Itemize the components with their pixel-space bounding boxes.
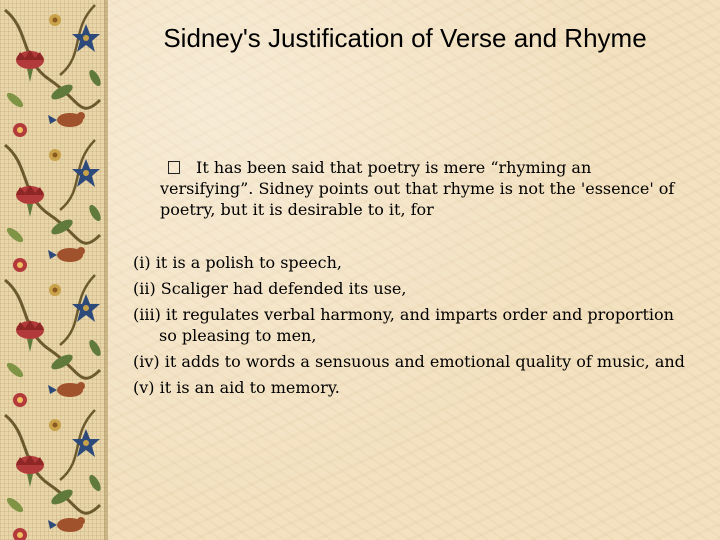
square-bullet-icon [168, 161, 180, 174]
list-item: (v) it is an aid to memory. [133, 378, 340, 397]
intro-text: It has been said that poetry is mere “rhyming an versifying”. Sidney points out that rhyme is not the 'essence' of poetry, but it is desirable to it, for [160, 158, 675, 219]
reasons-list [133, 252, 693, 403]
list-item: (i) it is a polish to speech, [133, 253, 342, 272]
intro-paragraph [160, 157, 680, 220]
list-item: (ii) Scaliger had defended its use, [133, 279, 407, 298]
list-item: (iii) it regulates verbal harmony, and imparts order and proportion so pleasing to men, [133, 305, 674, 345]
slide-title: Sidney's Justification of Verse and Rhyme [163, 23, 647, 53]
floral-tile [5, 5, 103, 137]
floral-tapestry-border-icon [0, 0, 108, 540]
floral-border-art [0, 0, 108, 540]
list-item: (iv) it adds to words a sensuous and emotional quality of music, and [133, 352, 685, 371]
